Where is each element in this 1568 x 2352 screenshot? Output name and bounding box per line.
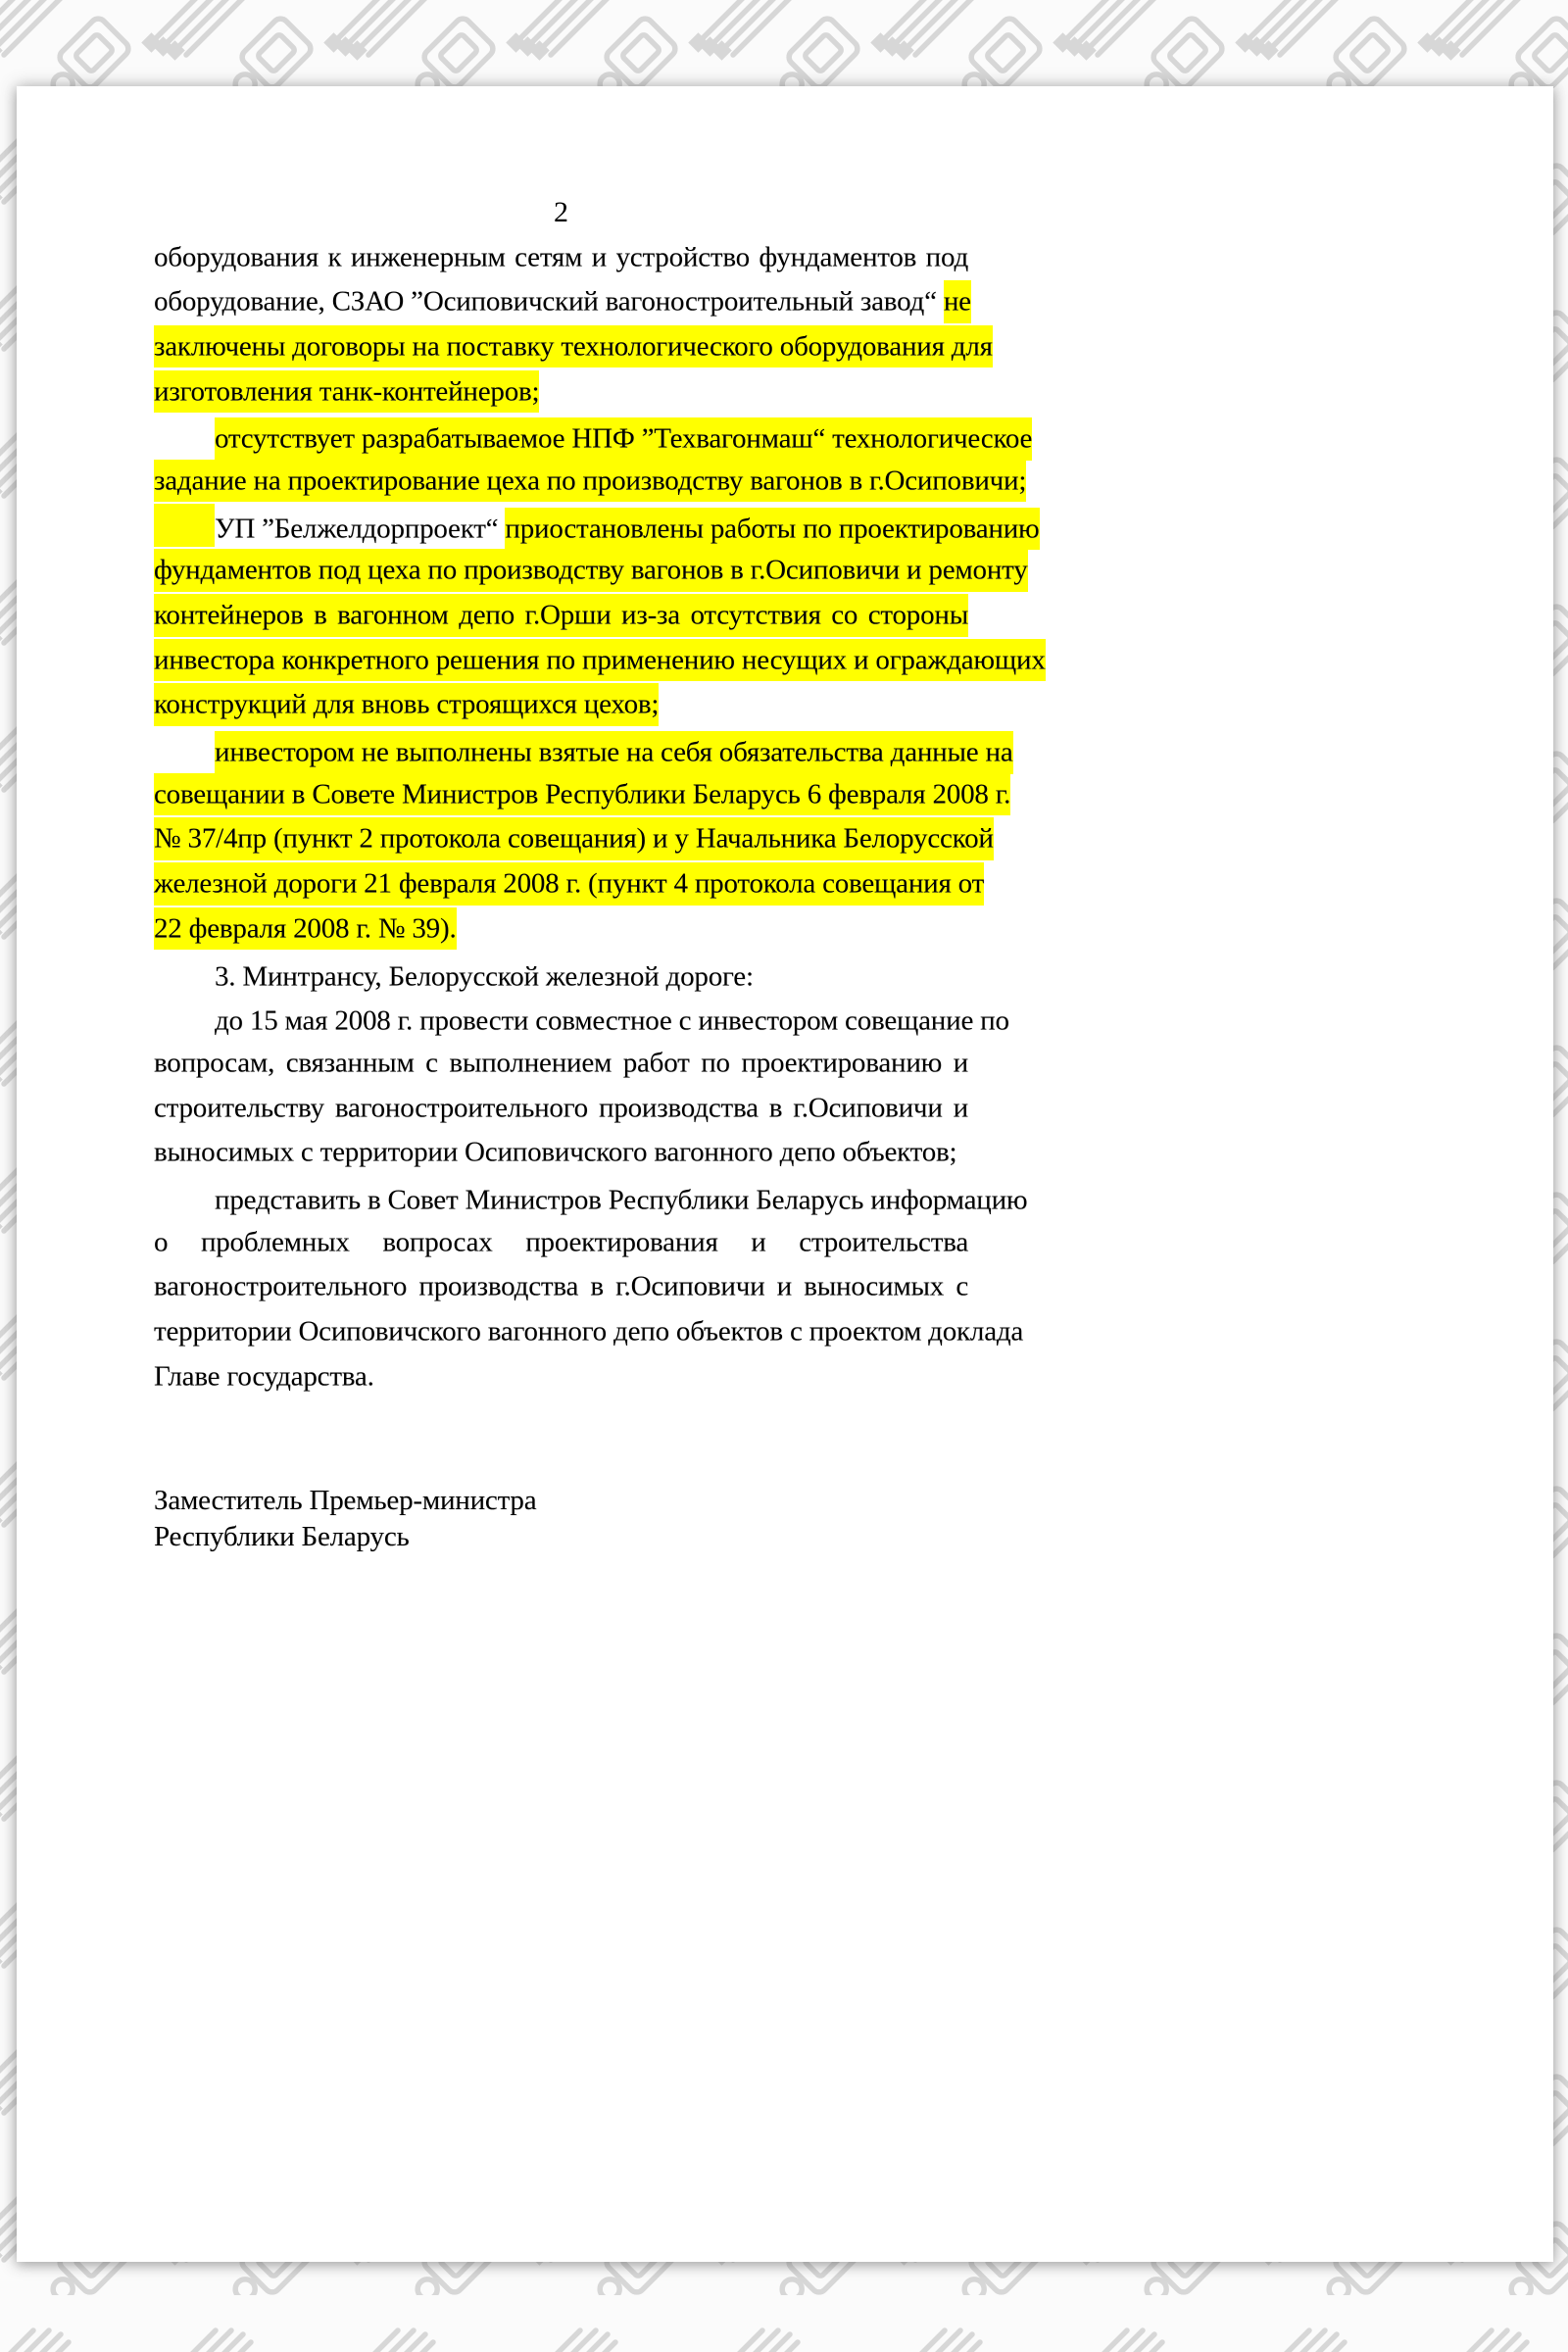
highlighted-segment: инвестором не выполнены взятые на себя обязательства данные на [215, 731, 1013, 774]
highlighted-segment: контейнеров в вагонном депо г.Орши из-за отсутствия со стороны [154, 594, 968, 637]
text-segment: вагоностроительного производства в г.Осиповичи и выносимых с [154, 1270, 968, 1302]
highlighted-segment: задание на проектирование цеха по производству вагонов в г.Осиповичи; [154, 460, 1026, 503]
text-line [154, 1354, 968, 1399]
highlighted-segment: № 37/4пр (пункт 2 протокола совещания) и у Начальника Белорусской [154, 817, 994, 860]
text-line [154, 1175, 1028, 1220]
text-line [154, 280, 971, 325]
text-segment: УП ”Белжелдорпроект“ [215, 513, 506, 545]
text-line [154, 906, 968, 952]
text-line [154, 638, 1046, 683]
text-line [154, 459, 1027, 504]
text-segment: вопросам, связанным с выполнением работ по проектированию и [154, 1047, 968, 1079]
text-segment: до 15 мая 2008 г. провести совместное с инвестором совещание по [215, 1004, 1009, 1037]
highlighted-segment: фундаментов под цеха по производству вагонов в г.Осиповичи и ремонту [154, 549, 1028, 592]
highlighted-segment: заключены договоры на поставку технологического оборудования для [154, 325, 993, 368]
text-line [154, 817, 994, 862]
text-line [154, 1131, 968, 1176]
signature-title-line: Заместитель Премьер-министра [154, 1484, 537, 1516]
highlighted-segment: не [944, 280, 971, 323]
text-line [154, 369, 968, 415]
text-line [154, 1041, 968, 1086]
highlighted-segment: приостановлены работы по проектированию [505, 508, 1039, 551]
highlighted-segment: инвестора конкретного решения по применению несущих и ограждающих [154, 639, 1046, 682]
highlighted-segment: железной дороги 21 февраля 2008 г. (пункт 4 протокола совещания от [154, 862, 984, 906]
text-segment: 3. Минтрансу, Белорусской железной дороге: [215, 960, 754, 992]
text-segment: строительству вагоностроительного производства в г.Осиповичи и [154, 1092, 968, 1124]
text-line [154, 594, 968, 639]
text-line [154, 862, 985, 907]
text-line [154, 1310, 1024, 1355]
text-line [154, 683, 968, 728]
document-page [17, 86, 1553, 2262]
text-segment: представить в Совет Министров Республики Беларусь информацию [215, 1184, 1028, 1216]
text-line [154, 235, 968, 280]
paragraph-indent [154, 1175, 215, 1218]
document-body [154, 235, 1046, 1399]
text-segment: оборудования к инженерным сетям и устройство фундаментов под [154, 241, 968, 272]
paragraph-indent [154, 997, 215, 1040]
page-number: 2 [554, 196, 568, 228]
highlighted-segment: изготовления танк-контейнеров; [154, 370, 539, 414]
highlighted-segment: 22 февраля 2008 г. № 39). [154, 907, 457, 951]
text-line [154, 1220, 968, 1265]
paragraph-indent [154, 504, 215, 547]
text-segment: о проблемных вопросах проектирования и строительства [154, 1226, 968, 1258]
signature-block [154, 1483, 1553, 1555]
text-segment: выносимых с территории Осиповичского вагонного депо объектов; [154, 1136, 957, 1168]
text-line [154, 728, 1013, 773]
text-line [154, 549, 1028, 594]
text-segment: территории Осиповичского вагонного депо объектов с проектом доклада [154, 1315, 1024, 1348]
text-line [154, 772, 1011, 817]
text-line [154, 997, 1009, 1042]
highlighted-segment: совещании в Совете Министров Республики Беларусь 6 февраля 2008 г. [154, 773, 1010, 816]
highlighted-segment: конструкций для вновь строящихся цехов; [154, 683, 659, 726]
highlighted-segment: отсутствует разрабатываемое НПФ ”Техвагонмаш“ технологическое [215, 417, 1032, 461]
text-line [154, 1086, 968, 1131]
signature-org-line: Республики Беларусь [154, 1520, 410, 1552]
text-line [154, 952, 968, 997]
paragraph-indent [154, 728, 215, 771]
paragraph-indent [154, 952, 215, 995]
text-line [154, 1265, 968, 1310]
text-segment: Главе государства. [154, 1360, 374, 1393]
text-line [154, 504, 1040, 549]
paragraph-indent [154, 415, 215, 458]
text-segment: оборудование, СЗАО ”Осиповичский вагоностроительный завод“ [154, 285, 944, 318]
text-line [154, 415, 1033, 460]
text-line [154, 324, 993, 369]
